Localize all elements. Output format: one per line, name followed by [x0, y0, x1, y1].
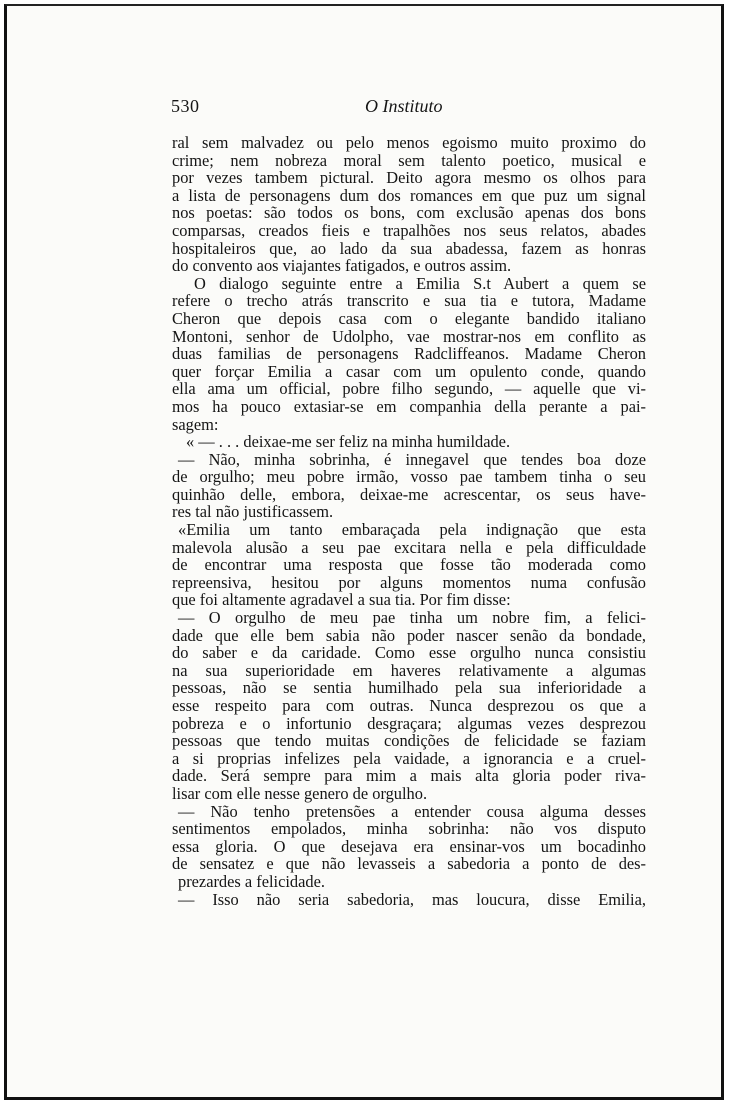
- text-line: Cheron que depois casa com o elegante bandido italiano: [172, 308, 646, 328]
- page-number: 530: [171, 96, 200, 116]
- text-line: ella ama um official, pobre filho segundo, — aquelle que vi-: [172, 379, 646, 399]
- text-line: essa gloria. O que desejava era ensinar-vos um bocadinho: [172, 836, 646, 856]
- text-line: sagem:: [172, 414, 219, 434]
- text-line: Montoni, senhor de Udolpho, vae mostrar-nos em conflito as: [172, 326, 646, 346]
- text-line: « — . . . deixae-me ser feliz na minha humildade.: [186, 432, 511, 452]
- text-line: quinhão delle, embora, deixae-me acrescentar, os seus have-: [172, 484, 646, 504]
- text-line: na sua superioridade em haveres relativamente a algumas: [172, 660, 646, 680]
- text-line: do saber e da caridade. Como esse orgulho nunca consistiu: [172, 643, 646, 663]
- text-line: comparsas, creados fieis e trapalhões nos seus relatos, abades: [172, 220, 646, 240]
- text-line: — Isso não seria sabedoria, mas loucura, disse Emilia,: [178, 889, 646, 909]
- text-line: a lista de personagens dum dos romances em que puz um signal: [172, 185, 646, 205]
- text-line: nos poetas: são todos os bons, com exclusão apenas dos bons: [172, 203, 646, 223]
- text-line: res tal não justificassem.: [172, 502, 334, 522]
- text-line: repreensiva, hesitou por alguns momentos numa confusão: [172, 572, 646, 592]
- text-line: dade que elle bem sabia não poder nascer senão da bondade,: [172, 625, 646, 645]
- text-line: dade. Será sempre para mim a mais alta gloria poder riva-: [172, 766, 646, 786]
- text-line: esse respeito para com outras. Nunca desprezou os que a: [172, 696, 646, 715]
- text-line: ral sem malvadez ou pelo menos egoismo muito proximo do: [172, 133, 646, 152]
- text-line: refere o trecho atrás transcrito e sua tia e tutora, Madame: [172, 291, 646, 311]
- text-line: — Não, minha sobrinha, é innegavel que tendes boa doze: [178, 449, 646, 469]
- text-line: do convento aos viajantes fatigados, e outros assim.: [172, 256, 512, 276]
- text-line: que foi altamente agradavel a sua tia. Por fim disse:: [172, 590, 511, 610]
- text-line: de sensatez e que não levasseis a sabedoria a ponto de des-: [172, 854, 646, 874]
- document-page: [4, 4, 724, 1100]
- text-line: prezardes a felicidade.: [178, 871, 325, 891]
- running-title: O Instituto: [365, 96, 443, 116]
- text-line: quer forçar Emilia a casar com um opulento conde, quando: [172, 361, 646, 381]
- text-line: duas familias de personagens Radcliffeanos. Madame Cheron: [172, 344, 646, 364]
- text-line: de orgulho; meu pobre irmão, vosso pae tambem tinha o seu: [172, 467, 646, 487]
- text-line: «Emilia um tanto embaraçada pela indignação que esta: [178, 520, 646, 540]
- text-line: sentimentos empolados, minha sobrinha: não vos disputo: [172, 819, 646, 839]
- text-line: pobreza e o infortunio desgraçara; algumas vezes desprezou: [172, 713, 646, 733]
- text-line: O dialogo seguinte entre a Emilia S.t Aubert a quem se: [194, 273, 646, 293]
- text-line: hospitaleiros que, ao lado da sua abadessa, fazem as honras: [172, 238, 646, 258]
- text-line: a si proprias infelizes pela vaidade, a ignorancia e a cruel-: [172, 748, 646, 768]
- text-line: crime; nem nobreza moral sem talento poetico, musical e: [172, 150, 646, 170]
- text-line: de encontrar uma resposta que fosse tão moderada como: [172, 555, 646, 575]
- text-line: — Não tenho pretensões a entender cousa alguma desses: [178, 801, 646, 821]
- text-line: lisar com elle nesse genero de orgulho.: [172, 783, 428, 803]
- text-line: pessoas, não se sentia humilhado pela sua inferioridade a: [172, 678, 646, 698]
- body-text: [172, 134, 646, 908]
- text-line: mos ha pouco extasiar-se em companhia della perante a pai-: [172, 396, 646, 416]
- text-line: pessoas que tendo muitas condições de felicidade se faziam: [172, 731, 646, 751]
- text-line: malevola alusão a seu pae excitara nella e pela difficuldade: [172, 537, 646, 557]
- text-line: — O orgulho de meu pae tinha um nobre fim, a felici-: [178, 608, 646, 628]
- text-line: por vezes tambem pictural. Deito agora mesmo os olhos para: [172, 168, 646, 188]
- page-header: [167, 96, 645, 120]
